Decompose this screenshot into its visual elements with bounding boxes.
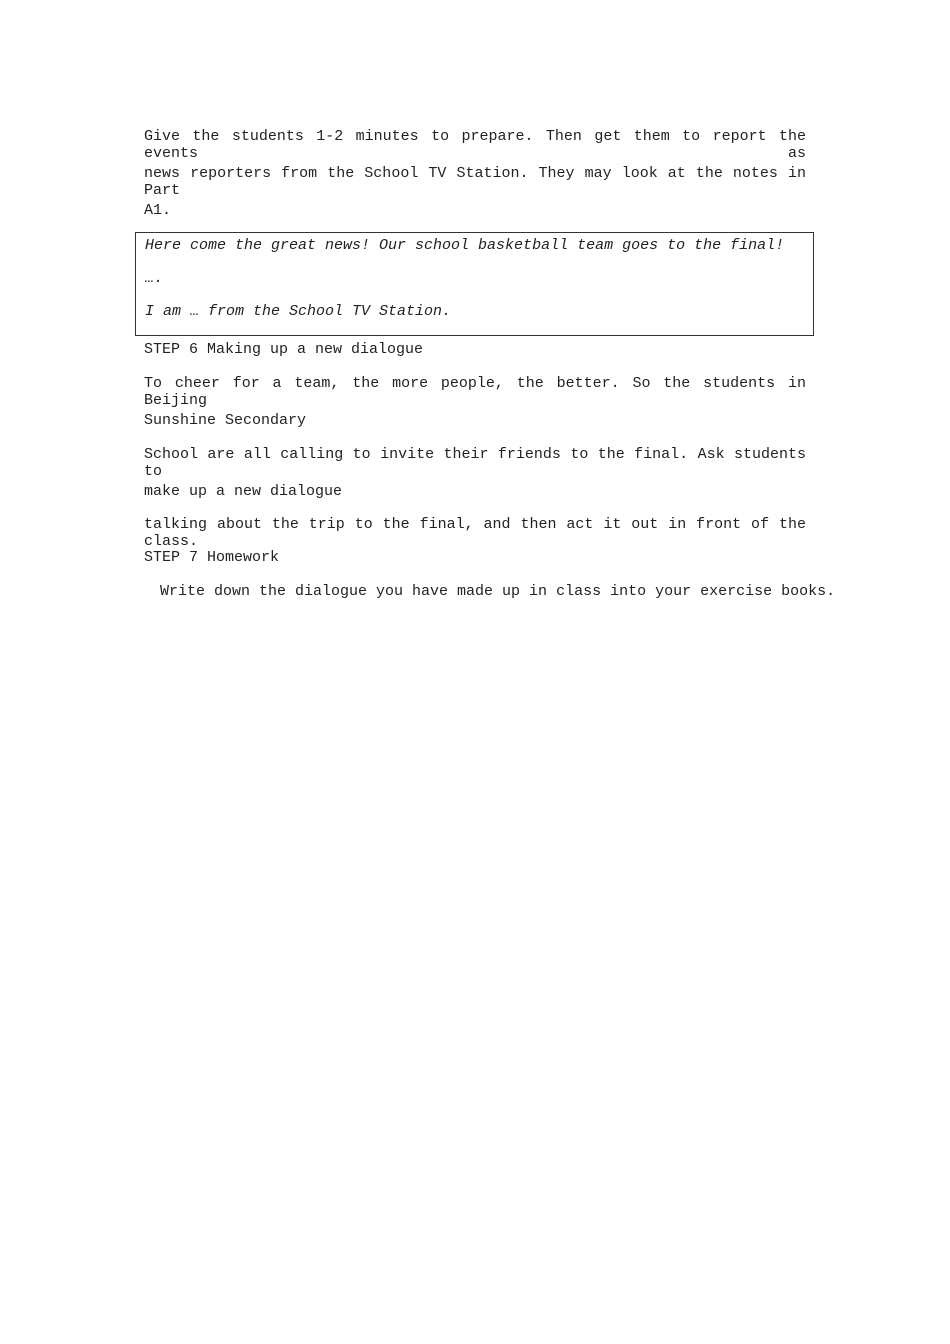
step6-heading: STEP 6 Making up a new dialogue — [144, 341, 424, 358]
step6-line-3: School are all calling to invite their friends to the final. Ask students to — [144, 446, 806, 480]
intro-line-3: A1. — [144, 202, 172, 219]
step7-line-1: Write down the dialogue you have made up in class into your exercise books. — [160, 583, 836, 600]
intro-line-1: Give the students 1-2 minutes to prepare. Then get them to report the events as — [144, 128, 806, 162]
example-line-1: Here come the great news! Our school basketball team goes to the final! — [145, 237, 785, 254]
example-line-3: I am … from the School TV Station. — [145, 303, 452, 320]
intro-line-2: news reporters from the School TV Station. They may look at the notes in Part — [144, 165, 806, 199]
example-report-box — [135, 232, 814, 336]
step6-line-2: Sunshine Secondary — [144, 412, 307, 429]
step6-line-5: talking about the trip to the final, and then act it out in front of the class. — [144, 516, 806, 550]
step7-heading: STEP 7 Homework — [144, 549, 280, 566]
step6-line-4: make up a new dialogue — [144, 483, 343, 500]
step6-line-1: To cheer for a team, the more people, the better. So the students in Beijing — [144, 375, 806, 409]
example-line-2: …. — [145, 270, 164, 287]
